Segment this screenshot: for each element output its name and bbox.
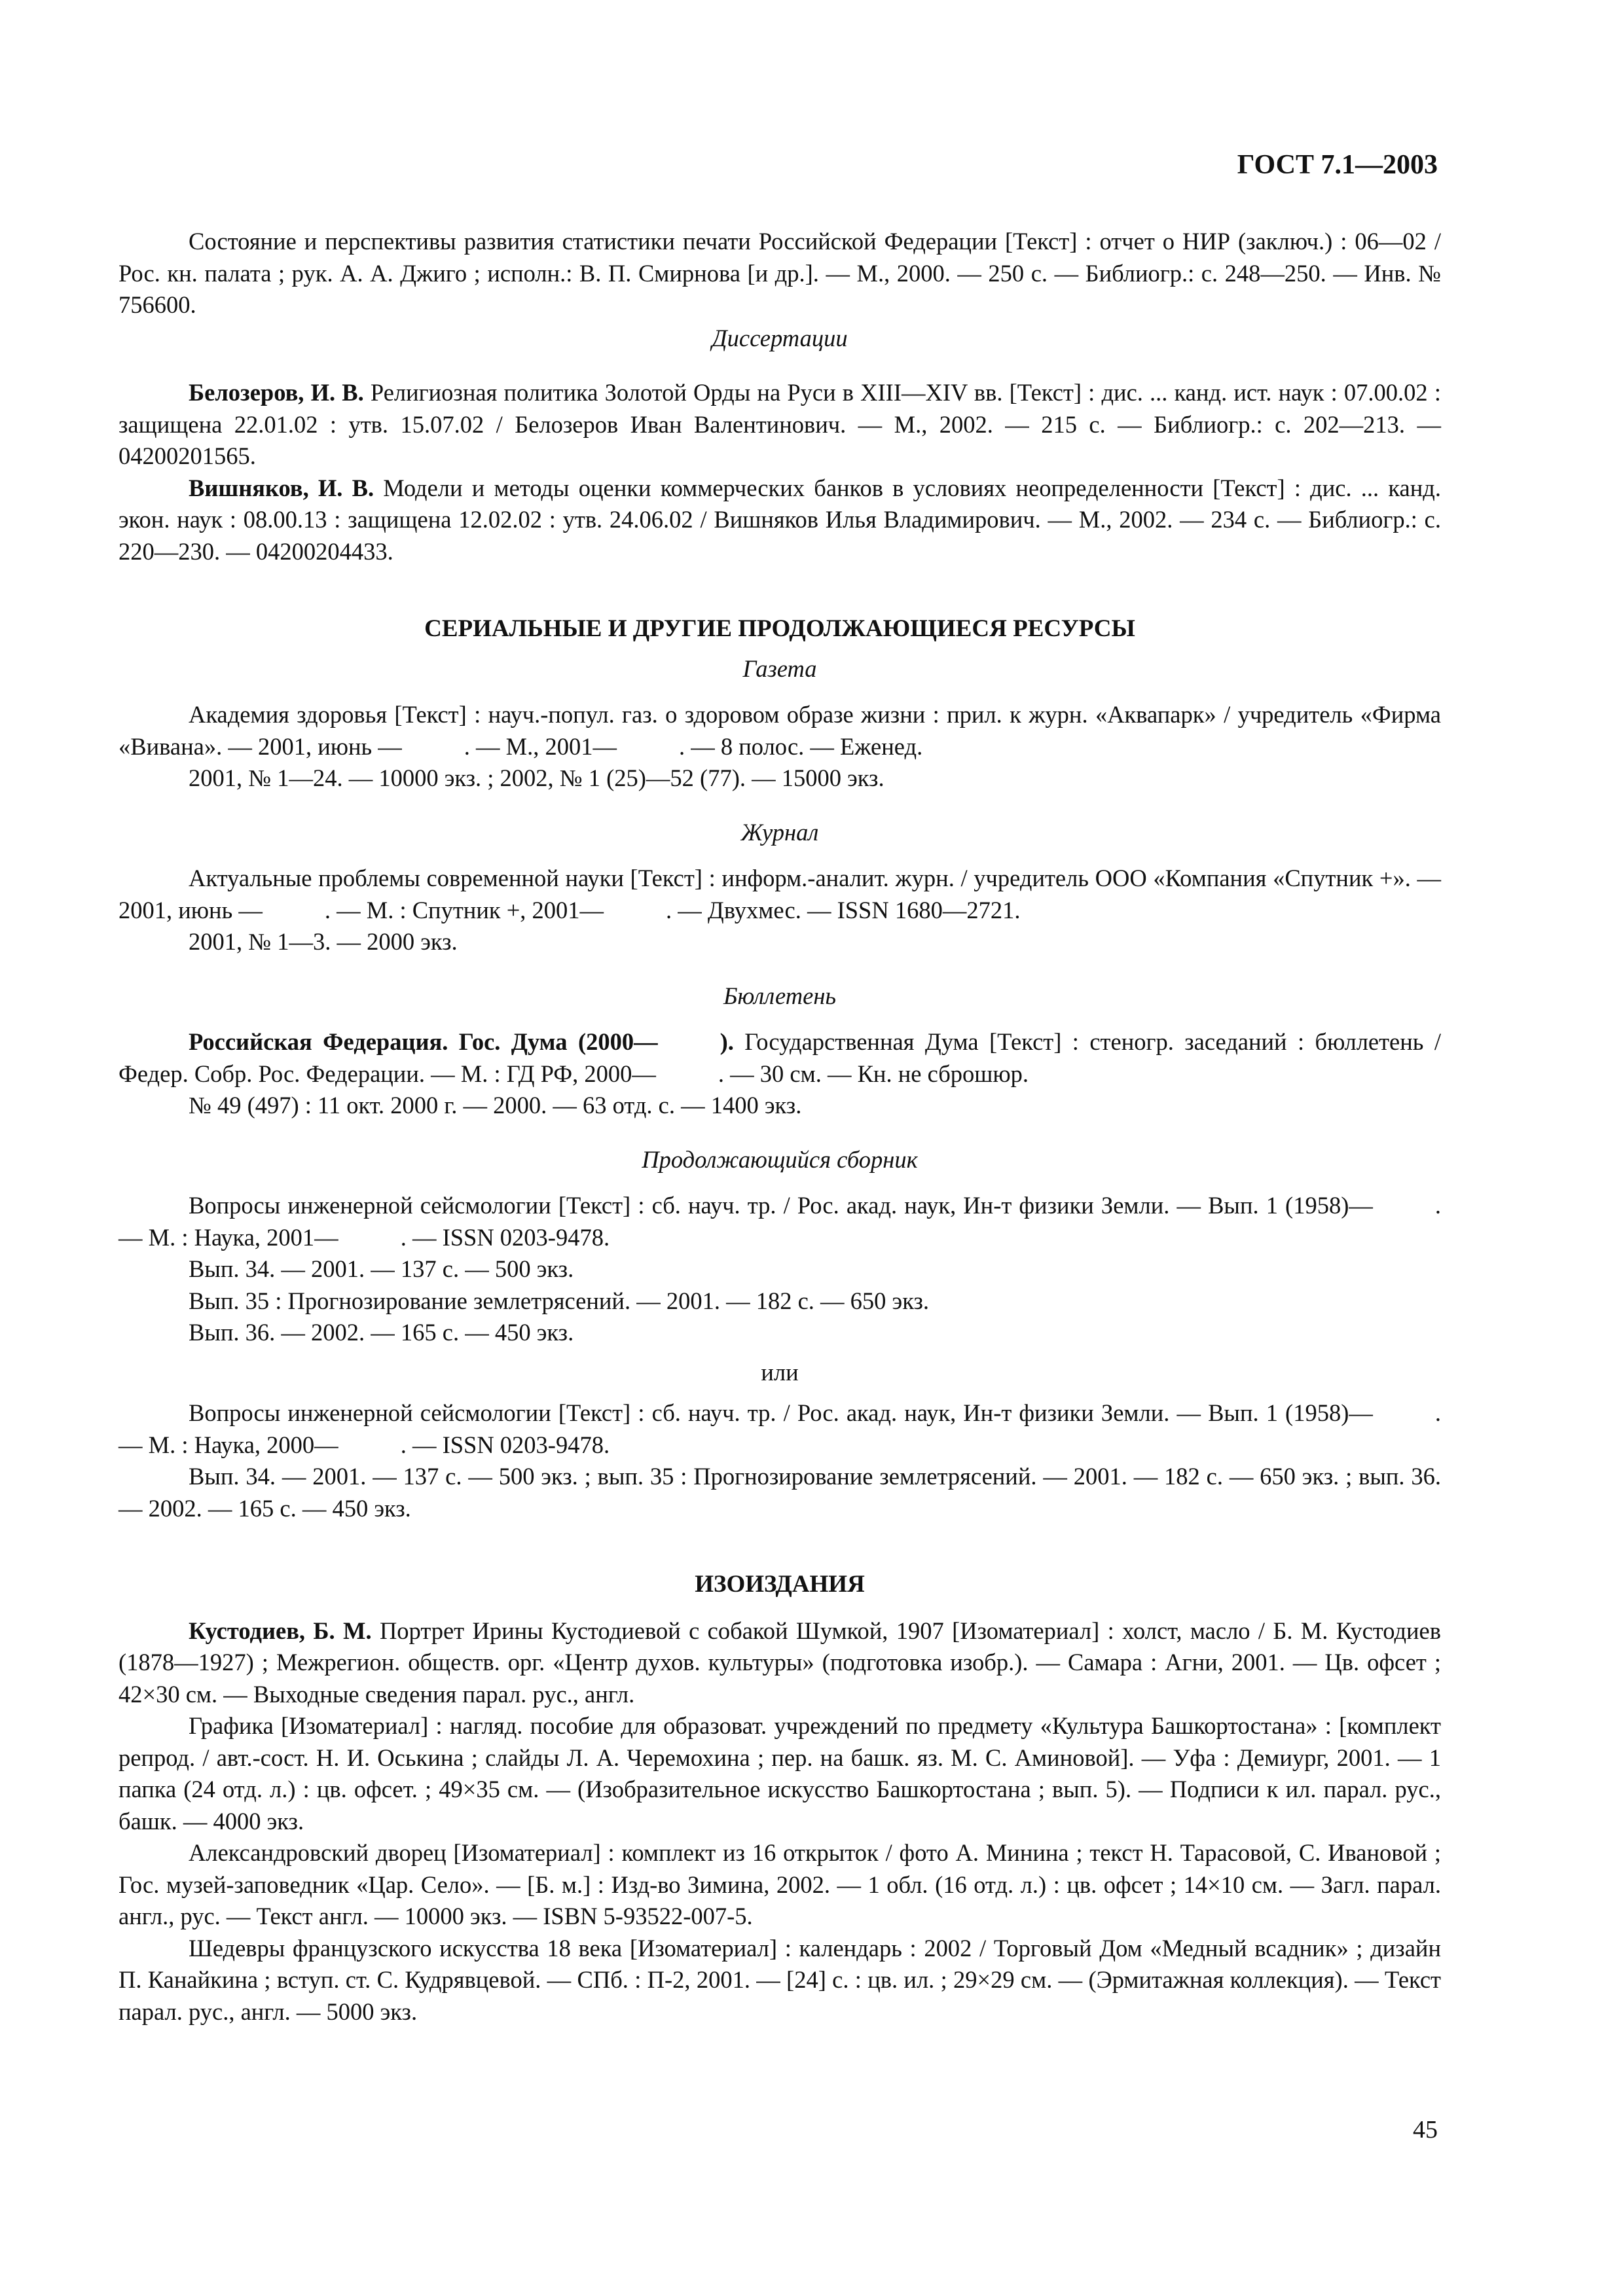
continuing-v1-part-1: Вопросы инженерной сейсмологии [Текст] : сб. науч. тр. / Рос. акад. наук, Ин-т физики Земли. — Вып. 1 (1958)— [189, 1192, 1373, 1219]
continuing-issue-34: Вып. 34. — 2001. — 137 с. — 500 экз. [189, 1255, 574, 1282]
dissertations-heading: Диссертации [712, 324, 848, 351]
bulletin-entry-part-2: . — 30 см. — Кн. не сброшюр. [718, 1060, 1029, 1087]
dissertation-author-2: Вишняков, И. В. [189, 474, 374, 501]
continuing-v1-part-2: . — М. : Наука, 2001— [119, 1192, 1441, 1251]
continuing-v2-issues: Вып. 34. — 2001. — 137 с. — 500 экз. ; вып. 35 : Прогнозирование землетрясений. — 2001. — 182 с. — 650 экз. ; вып. 36. — 2002. — 165 с. — 450 экз. [119, 1463, 1441, 1522]
newspaper-heading: Газета [742, 655, 817, 682]
bulletin-author: Российская Федерация. Гос. Дума (2000— [189, 1028, 658, 1055]
newspaper-entry-part-2: . — М., 2001— [464, 732, 617, 760]
newspaper-entry-part-3: . — 8 полос. — Еженед. [679, 732, 923, 760]
newspaper-entry-part-1: Академия здоровья [Текст] : науч.-попул. газ. о здоровом образе жизни : прил. к журн. «Аквапарк» / учредитель «Фирма «Вивана». — 2001, июнь — [119, 701, 1441, 760]
continuing-issue-35: Вып. 35 : Прогнозирование землетрясений. — 2001. — 182 с. — 650 экз. [189, 1287, 930, 1314]
standard-header: ГОСТ 7.1—2003 [1237, 150, 1438, 180]
art-entry-3: Александровский дворец [Изоматериал] : комплект из 16 открыток / фото А. Минина ; текст Н. Тарасовой, С. Ивановой ; Гос. музей-заповедник «Цар. Село». — [Б. м.] : Изд-во Зимина, 2002. — 1 обл. (16 отд. л.) : цв. офсет ; 14×10 см. — Загл. парал. англ., рус. — Текст англ. — 10000 экз. — ISBN 5-93522-007-5. [119, 1839, 1441, 1929]
art-entry-2: Графика [Изоматериал] : нагляд. пособие для образоват. учреждений по предмету «Культура Башкортостана» : [комплект репрод. / авт.-сост. Н. И. Оськина ; слайды Л. А. Черемохина ; пер. на башк. яз. М. С. Аминовой]. — Уфа : Демиург, 2001. — 1 папка (24 отд. л.) : цв. офсет. ; 49×35 см. — (Изобразительное искусство Башкортостана ; вып. 5). — Подписи к ил. парал. рус., башк. — 4000 экз. [119, 1712, 1441, 1835]
bulletin-entry-part-1: Государственная Дума [Текст] : стеногр. заседаний : бюллетень / Федер. Собр. Рос. Федерации. — М. : ГД РФ, 2000— [119, 1028, 1441, 1087]
journal-entry-part-1: Актуальные проблемы современной науки [Текст] : информ.-аналит. журн. / учредитель ООО «Компания «Спутник +». — 2001, июнь — [119, 865, 1441, 924]
dissertation-author-1: Белозеров, И. В. [189, 379, 364, 406]
serials-section-title: СЕРИАЛЬНЫЕ И ДРУГИЕ ПРОДОЛЖАЮЩИЕСЯ РЕСУРСЫ [424, 615, 1135, 642]
bulletin-author-end: ). [720, 1028, 734, 1055]
bulletin-holdings: № 49 (497) : 11 окт. 2000 г. — 2000. — 63 отд. с. — 1400 экз. [189, 1092, 802, 1119]
continuing-issue-36: Вып. 36. — 2002. — 165 с. — 450 экз. [189, 1319, 574, 1346]
journal-holdings: 2001, № 1—3. — 2000 экз. [189, 928, 458, 955]
continuing-v2-part-3: . — ISSN 0203-9478. [400, 1431, 610, 1458]
dissertation-text-2: Модели и методы оценки коммерческих банков в условиях неопределенности [Текст] : дис. ... канд. экон. наук : 08.00.13 : защищена 12.02.02 : утв. 24.06.02 / Вишняков Илья Владимирович. — М., 2002. — 234 с. — Библиогр.: с. 220—230. — 04200204433. [119, 474, 1441, 565]
art-section-title: ИЗОИЗДАНИЯ [695, 1571, 865, 1598]
dissertation-text-1: Религиозная политика Золотой Орды на Руси в XIII—XIV вв. [Текст] : дис. ... канд. ист. наук : 07.00.02 : защищена 22.01.02 : утв. 15.07.02 / Белозеров Иван Валентинович. — М., 2002. — 215 с. — Библиогр.: с. 202—213. — 04200201565. [119, 379, 1441, 469]
art-entry-4: Шедевры французского искусства 18 века [Изоматериал] : календарь : 2002 / Торговый Дом «Медный всадник» ; дизайн П. Канайкина ; вступ. ст. С. Кудрявцевой. — СПб. : П-2, 2001. — [24] с. : цв. ил. ; 29×29 см. — (Эрмитажная коллекция). — Текст парал. рус., англ. — 5000 экз. [119, 1934, 1441, 2025]
report-entry: Состояние и перспективы развития статистики печати Российской Федерации [Текст] : отчет о НИР (заключ.) : 06—02 / Рос. кн. палата ; рук. А. А. Джиго ; исполн.: В. П. Смирнова [и др.]. — М., 2000. — 250 с. — Библиогр.: с. 248—250. — Инв. № 756600. [119, 228, 1441, 318]
page-number: 45 [1413, 2116, 1438, 2144]
art-entry-1 [119, 1615, 1441, 1711]
or-separator: или [761, 1358, 799, 1386]
art-entry-1-text: Портрет Ирины Кустодиевой с собакой Шумкой, 1907 [Изоматериал] : холст, масло / Б. М. Кустодиев (1878—1927) ; Межрегион. обществ. орг. «Центр духов. культуры» (подготовка изобр.). — Самара : Агни, 2001. — Цв. офсет ; 42×30 см. — Выходные сведения парал. рус., англ. [119, 1617, 1441, 1708]
newspaper-holdings: 2001, № 1—24. — 10000 экз. ; 2002, № 1 (25)—52 (77). — 15000 экз. [189, 764, 884, 791]
art-entry-1-author: Кустодиев, Б. М. [189, 1617, 372, 1644]
journal-heading: Журнал [740, 818, 819, 846]
journal-entry [119, 863, 1441, 926]
continuing-v1-part-3: . — ISSN 0203-9478. [400, 1223, 610, 1251]
newspaper-entry [119, 699, 1441, 762]
bulletin-entry [119, 1026, 1441, 1090]
page-content [119, 226, 1441, 2028]
bulletin-heading: Бюллетень [723, 982, 837, 1009]
continuing-heading: Продолжающийся сборник [642, 1145, 918, 1173]
continuing-entry-variant-2 [119, 1397, 1441, 1461]
continuing-entry-variant-1 [119, 1190, 1441, 1253]
journal-entry-part-3: . — Двухмес. — ISSN 1680—2721. [666, 896, 1021, 924]
dissertation-entry-2 [119, 473, 1441, 568]
dissertation-entry-1 [119, 377, 1441, 473]
continuing-v2-part-1: Вопросы инженерной сейсмологии [Текст] : сб. науч. тр. / Рос. акад. наук, Ин-т физики Земли. — Вып. 1 (1958)— [189, 1399, 1373, 1426]
continuing-v2-part-2: . — М. : Наука, 2000— [119, 1399, 1441, 1458]
journal-entry-part-2: . — М. : Спутник +, 2001— [324, 896, 604, 924]
